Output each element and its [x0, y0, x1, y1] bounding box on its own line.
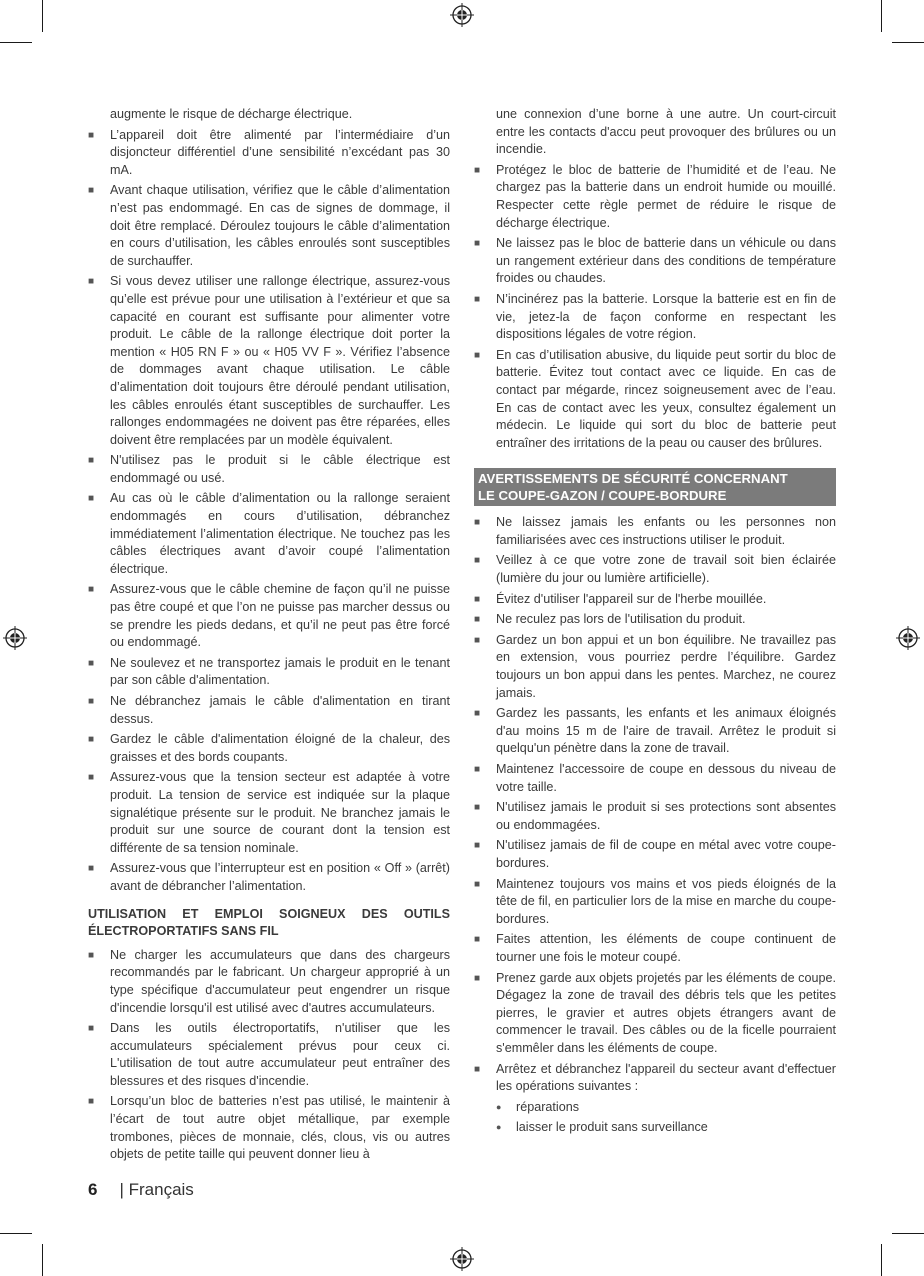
sub-list-item: ● laisser le produit sans surveillance	[474, 1119, 836, 1137]
list-item: ■ Ne soulevez et ne transportez jamais le produit en le tenant par son câble d'alimentation.	[88, 655, 450, 690]
list-item: ■ Maintenez l'accessoire de coupe en dessous du niveau de votre taille.	[474, 761, 836, 796]
registration-mark-icon	[450, 1247, 474, 1271]
safety-list	[88, 127, 450, 896]
list-item: ■ Gardez un bon appui et un bon équilibre. Ne travaillez pas en extension, vous pourriez perdre l’équilibre. Gardez toujours un bon appui dans les pentes. Marchez, ne courez jamais.	[474, 632, 836, 702]
continued-paragraph: augmente le risque de décharge électrique.	[110, 107, 353, 121]
page-number: 6	[88, 1180, 98, 1199]
sub-list	[474, 1099, 836, 1137]
registration-mark-icon	[3, 626, 27, 650]
crop-mark	[892, 1233, 924, 1234]
list-item: ■ Protégez le bloc de batterie de l’humidité et de l’eau. Ne chargez pas la batterie dans un endroit humide ou mouillé. Respecter cette règle permet de réduire le risque de décharge électrique.	[474, 162, 836, 232]
crop-mark	[881, 0, 882, 32]
section-banner	[474, 468, 836, 506]
list-item: ■ Gardez les passants, les enfants et les animaux éloignés d'au moins 15 m de l'aire de travail. Arrêtez le produit si quelqu'un pénètre dans la zone de travail.	[474, 705, 836, 758]
list-item: ■ Veillez à ce que votre zone de travail soit bien éclairée (lumière du jour ou lumière artificielle).	[474, 552, 836, 587]
crop-mark	[42, 0, 43, 32]
battery-list	[88, 947, 450, 1164]
list-item: ■ Ne charger les accumulateurs que dans des chargeurs recommandés par le fabricant. Un chargeur approprié à un type spécifique d'accumulateur peut engendrer un risque d'incendie lorsqu'il est utilisé avec d'autres accumulateurs.	[88, 947, 450, 1017]
registration-mark-icon	[896, 626, 920, 650]
list-item: ■ N'utilisez pas le produit si le câble électrique est endommagé ou usé.	[88, 452, 450, 487]
list-item: ■ Ne laissez jamais les enfants ou les personnes non familiarisées avec ces instructions utiliser le produit.	[474, 514, 836, 549]
list-item: ■ Évitez d'utiliser l'appareil sur de l'herbe mouillée.	[474, 591, 836, 609]
continued-paragraph: une connexion d’une borne à une autre. Un court-circuit entre les contacts d'accu peut provoquer des brûlures ou un incendie.	[496, 107, 836, 157]
list-item: ■ Gardez le câble d'alimentation éloigné de la chaleur, des graisses et des bords coupants.	[88, 731, 450, 766]
section-heading: UTILISATION ET EMPLOI SOIGNEUX DES OUTILS ÉLECTROPORTATIFS SANS FIL	[88, 906, 450, 939]
list-item: ■ Avant chaque utilisation, vérifiez que le câble d’alimentation n’est pas endommagé. En cas de signes de dommage, il doit être remplacé. Déroulez toujours le câble d’alimentation en cours d’utilisation, les câbles enroulés sont susceptibles de surchauffer.	[88, 182, 450, 270]
footer-language: | Français	[119, 1180, 194, 1199]
banner-line: LE COUPE-GAZON / COUPE-BORDURE	[478, 488, 727, 504]
banner-line: AVERTISSEMENTS DE SÉCURITÉ CONCERNANT	[478, 471, 788, 487]
list-item: ■ Prenez garde aux objets projetés par les éléments de coupe. Dégagez la zone de travail des débris tels que les petites pierres, le gravier et autres objets étrangers avant de commencer le travail. Des câbles ou de la ficelle pourraient s'emmêler dans les éléments de coupe.	[474, 970, 836, 1058]
list-item: ■ Si vous devez utiliser une rallonge électrique, assurez-vous qu’elle est prévue pour une utilisation à l’extérieur et que sa capacité en courant est suffisante pour alimenter votre produit. Le câble de la rallonge électrique doit porter la mention « H05 RN F » ou « H05 VV F ». Vérifiez l’absence de dommages avant chaque utilisation. Le câble d’alimentation doit toujours être déroulé pendant utilisation, les câbles enroulés étant susceptibles de surchauffer. Les rallonges endommagées ne doivent pas être réparées, elles doivent être remplacées par un modèle équivalent.	[88, 273, 450, 449]
list-item: ■ Ne débranchez jamais le câble d'alimentation en tirant dessus.	[88, 693, 450, 728]
list-item: ■ Dans les outils électroportatifs, n'utiliser que les accumulateurs spécialement prévus pour ceux ci. L'utilisation de tout autre accumulateur peut entraîner des blessures et des risques d'incendie.	[88, 1020, 450, 1090]
crop-mark	[892, 42, 924, 43]
list-item: ■ Faites attention, les éléments de coupe continuent de tourner une fois le moteur coupé.	[474, 931, 836, 966]
list-item: ■ Assurez-vous que l’interrupteur est en position « Off » (arrêt) avant de débrancher l’alimentation.	[88, 860, 450, 895]
page-footer	[88, 1180, 194, 1200]
right-column	[474, 106, 836, 1140]
trimmer-warnings-list	[474, 514, 836, 1095]
list-item: ■ L’appareil doit être alimenté par l’intermédiaire d’un disjoncteur différentiel d’une sensibilité n’excédant pas 30 mA.	[88, 127, 450, 180]
crop-mark	[881, 1244, 882, 1276]
crop-mark	[0, 1233, 32, 1234]
crop-mark	[42, 1244, 43, 1276]
battery-list-continued	[474, 162, 836, 453]
list-item: ■ Arrêtez et débranchez l'appareil du secteur avant d'effectuer les opérations suivantes :	[474, 1061, 836, 1096]
list-item: ■ N'utilisez jamais le produit si ses protections sont absentes ou endommagées.	[474, 799, 836, 834]
sub-list-item: ● réparations	[474, 1099, 836, 1117]
list-item: ■ En cas d’utilisation abusive, du liquide peut sortir du bloc de batterie. Évitez tout contact avec ce liquide. En cas de contact par mégarde, rincez soigneusement avec de l’eau. En cas de contact avec les yeux, consultez également un médecin. Le liquide qui sort du bloc de batterie peut entraîner des irritations de la peau ou causer des brûlures.	[474, 347, 836, 453]
list-item: ■ N'utilisez jamais de fil de coupe en métal avec votre coupe-bordures.	[474, 837, 836, 872]
list-item: ■ Assurez-vous que le câble chemine de façon qu’il ne puisse pas être coupé et que l’on ne puisse pas marcher dessus ou se prendre les pieds dedans, et qu’il ne peut pas être forcé ou endommagé.	[88, 581, 450, 651]
registration-mark-icon	[450, 3, 474, 27]
list-item: ■ Maintenez toujours vos mains et vos pieds éloignés de la tête de fil, en particulier lors de la mise en marche du coupe-bordures.	[474, 876, 836, 929]
crop-mark	[0, 42, 32, 43]
list-item: ■ Ne reculez pas lors de l'utilisation du produit.	[474, 611, 836, 629]
list-item: ■ Ne laissez pas le bloc de batterie dans un véhicule ou dans un rangement extérieur dans des conditions de température froides ou chaudes.	[474, 235, 836, 288]
list-item: ■ N’incinérez pas la batterie. Lorsque la batterie est en fin de vie, jetez-la de façon conforme en respectant les dispositions légales de votre région.	[474, 291, 836, 344]
list-item: ■ Assurez-vous que la tension secteur est adaptée à votre produit. La tension de service est indiquée sur la plaque signalétique présente sur le produit. Ne branchez jamais le produit sur une source de courant dont la tension est différente de sa tension nominale.	[88, 769, 450, 857]
left-column	[88, 106, 450, 1167]
list-item: ■ Lorsqu’un bloc de batteries n’est pas utilisé, le maintenir à l’écart de tout autre objet métallique, par exemple trombones, pièces de monnaie, clés, clous, vis ou autres objets de petite taille qui peuvent donner lieu à	[88, 1093, 450, 1163]
list-item: ■ Au cas où le câble d’alimentation ou la rallonge seraient endommagés en cours d’utilisation, débranchez immédiatement l’alimentation électrique. Ne touchez pas les câbles électriques avant d’avoir coupé l’alimentation électrique.	[88, 490, 450, 578]
